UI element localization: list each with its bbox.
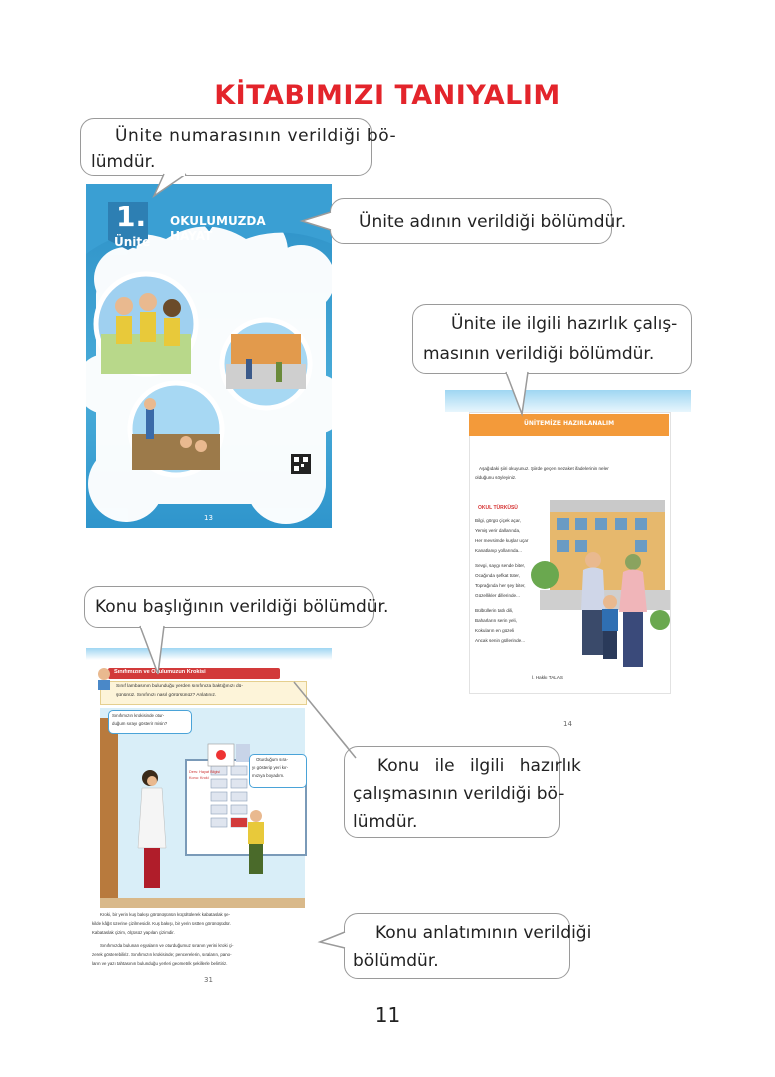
prep-poem-title: OKUL TÜRKÜSÜ bbox=[478, 505, 518, 511]
callout-unit-number bbox=[80, 118, 397, 176]
speech-girl-line1: Sınıfımızın krokisinde otur- bbox=[112, 713, 165, 718]
cover-page-number: 13 bbox=[204, 514, 213, 522]
poem-line: Baharların serin yeli, bbox=[475, 618, 517, 623]
poem-line: Güzellikler dillerinde... bbox=[475, 593, 520, 598]
callout-unit-number-line1: Ünite numarasının verildiği bö- bbox=[115, 126, 397, 146]
speech-boy-line2: yı gösterip yeri kır- bbox=[252, 765, 289, 770]
callout-topic-body-line1: Konu anlatımının verildiği bbox=[375, 923, 592, 943]
callout-topic-body bbox=[344, 913, 592, 979]
callout-unit-prep-line2: masının verildiği bölümdür. bbox=[423, 344, 655, 364]
topic-prep-line1: Sınıf lambasının bulunduğu yerden sınıfınıza baktığınızı dü- bbox=[116, 684, 243, 689]
cover-unit-number: 1. bbox=[116, 200, 147, 233]
poem-line: Yemiş verir dallarında, bbox=[475, 528, 521, 533]
poem-line: Her mevsimde kuşlar uçar bbox=[475, 538, 529, 543]
poem-line: Sevgi, saygı sende biter, bbox=[475, 563, 526, 568]
topic-page-number: 31 bbox=[204, 976, 213, 984]
speech-boy-line1: Oturduğum sıra- bbox=[256, 757, 288, 762]
callout-topic-prep bbox=[344, 746, 581, 838]
callout-topic-prep-line3: lümdür. bbox=[353, 812, 418, 832]
cover-unit-label: Ünite bbox=[114, 235, 151, 249]
callout-unit-name-text: Ünite adının verildiği bölümdür. bbox=[359, 212, 627, 232]
body-line: Sınıfımızda bulunan eşyaların ve oturduğumuz sıranın yerini kroki çi- bbox=[100, 943, 234, 948]
prep-intro-line1: Aşağıdaki şiiri okuyunuz. Şiirde geçen nezaket ifadelerinin neler bbox=[479, 466, 609, 471]
poem-line: Bilgi, görgü çiçek açar, bbox=[475, 518, 521, 523]
poem-line: Kanatlanıp yollarında... bbox=[475, 548, 522, 553]
callout-unit-name bbox=[330, 198, 627, 244]
callout-topic-title bbox=[84, 586, 389, 628]
callout-unit-prep-line1: Ünite ile ilgili hazırlık çalış- bbox=[451, 314, 678, 334]
prep-poet: İ. Hakkı TALAS bbox=[532, 675, 563, 680]
unit-prep-thumbnail bbox=[445, 390, 691, 737]
callout-unit-number-line2: lümdür. bbox=[91, 152, 156, 172]
callout-topic-body-line2: bölümdür. bbox=[353, 951, 439, 971]
callout-topic-title-text: Konu başlığının verildiği bölümdür. bbox=[95, 597, 389, 617]
prep-intro-line2: olduğunu söyleyiniz. bbox=[475, 475, 517, 480]
prep-banner-text: ÜNİTEMİZE HAZIRLANALIM bbox=[523, 420, 615, 427]
prep-illustration bbox=[445, 390, 691, 737]
poem-line: Kokuların en güzeli bbox=[475, 628, 515, 633]
callout-unit-prep-tail bbox=[500, 372, 540, 422]
body-line: zerek gösterebiliriz. Sınıfımızın krokisinde; pencerelerin, sıraların, pano- bbox=[92, 952, 232, 957]
callout-topic-prep-line2: çalışmasının verildiği bö- bbox=[353, 784, 565, 804]
body-line: ların ve yazı tahtasının bulunduğu yerleri geometrik şekillerle belirtiriz. bbox=[92, 961, 228, 966]
callout-topic-prep-line1: Konu ile ilgili hazırlık bbox=[377, 756, 581, 776]
callout-topic-body-tail bbox=[318, 928, 358, 958]
callout-topic-title-tail bbox=[138, 626, 188, 686]
callout-unit-prep bbox=[412, 304, 692, 374]
topic-title-strip: Sınıfımızın ve Okulumuzun Krokisi bbox=[114, 669, 206, 675]
cover-unit-name-line1: OKULUMUZDA bbox=[170, 214, 266, 228]
callout-topic-prep-tail bbox=[290, 680, 360, 760]
poem-line: Bülbüllerin tatlı dili, bbox=[475, 608, 514, 613]
page-title: KİTABIMIZI TANIYALIM bbox=[214, 80, 561, 111]
body-line: Kroki, bir yerin kuş bakışı görünüşünün küçültülerek kabataslak şe- bbox=[100, 912, 231, 917]
unit-cover-thumbnail bbox=[86, 184, 332, 528]
cover-unit-name-line2: HAYAT bbox=[170, 229, 213, 243]
poem-line: Toprağında her şey biter, bbox=[475, 583, 526, 588]
speech-girl-line2: duğum sırayı gösterir misin? bbox=[112, 721, 168, 726]
poem-line: Ancak senin güllerinde... bbox=[475, 638, 526, 643]
topic-prep-line2: şününüz. Sınıfınızı nasıl görürsünüz? Anlatınız. bbox=[116, 693, 217, 698]
prep-page-number: 14 bbox=[563, 720, 572, 728]
callout-unit-number-tail bbox=[150, 174, 210, 214]
poem-line: Ocağında şefkat tüter, bbox=[475, 573, 520, 578]
board-line2: Konu: Kroki bbox=[189, 776, 209, 780]
callout-unit-name-tail bbox=[300, 208, 340, 238]
body-line: kilde kâğıt üzerine çizilmesidir. Kuş bakışı, bir yerin üstten görünüşüdür. bbox=[92, 921, 231, 926]
board-line1: Ders: Hayat Bilgisi bbox=[189, 770, 221, 774]
page-number: 11 bbox=[374, 1003, 401, 1027]
body-line: Kabataslak çizim, ölçüsüz yapılan çizimdir. bbox=[92, 930, 175, 935]
speech-boy-line3: mızıya boyadım. bbox=[252, 773, 285, 778]
